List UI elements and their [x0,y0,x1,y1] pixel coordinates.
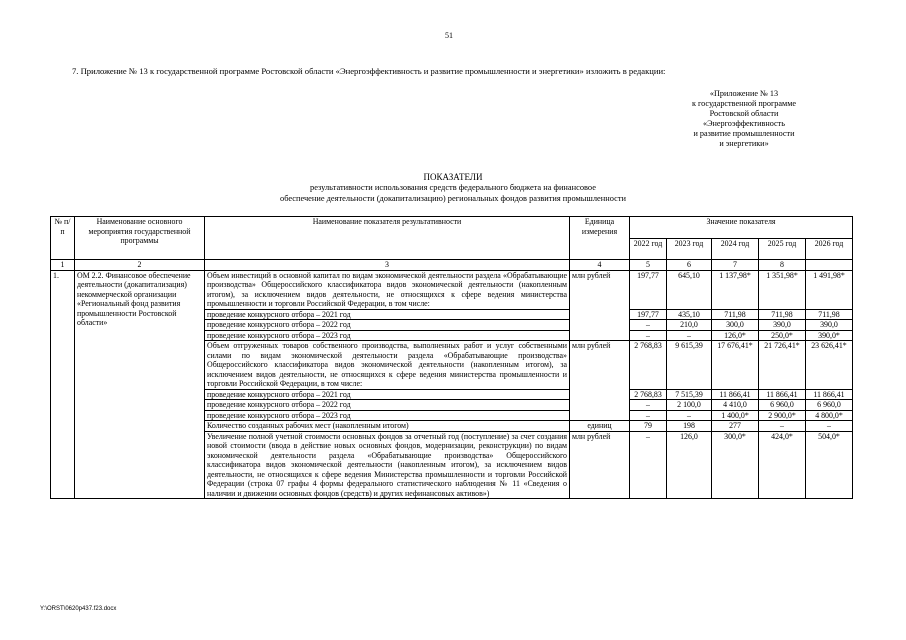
value-cell: – [630,431,667,499]
column-number: 5 [630,260,667,271]
column-number: 1 [51,260,75,271]
appendix-line: и энергетики» [719,139,769,149]
value-cell: – [630,400,667,411]
indicator-name: Объем инвестиций в основной капитал по видам экономической деятельности раздела «Обрабатывающие производства» Общероссийского классификатора видов экономической деятельности (накопленным итогом), за исключением видов деятельности, не относящихся к сфере ведения министерства промышленности и торговли Российской Федерации, в том числе: [205,270,570,309]
header-row [51,217,853,239]
header-measure: Наименование основного мероприятия государственной программы [75,217,205,260]
document-title: ПОКАЗАТЕЛИ [423,172,483,182]
header-num: № п/п [51,217,75,260]
column-number: 3 [205,260,570,271]
header-unit: Единица измерения [570,217,630,260]
indicator-name: Объем отгруженных товаров собственного производства, выполненных работ и услуг собственными силами по видам экономической деятельности раздела «Обрабатывающие производства» Общероссийского классификатора видов экономической деятельности (накопленным итогом), за исключением видов деятельности, не относящихся к сфере ведения министерства промышленности и торговли Российской Федерации, в том числе: [205,341,570,390]
value-cell: 210,0 [667,320,712,331]
value-cell: 1 400,0* [712,410,759,421]
unit-cell: млн рублей [570,431,630,499]
column-number [806,260,853,271]
value-cell: 197,77 [630,309,667,320]
appendix-heading [644,89,844,150]
header-year: 2025 год [759,238,806,260]
value-cell: 390,0* [806,330,853,341]
value-cell: 711,98 [712,309,759,320]
value-cell: 504,0* [806,431,853,499]
value-cell: 4 800,0* [806,410,853,421]
header-indicator: Наименование показателя результативности [205,217,570,260]
value-cell: 300,0 [712,320,759,331]
value-cell: 2 900,0* [759,410,806,421]
value-cell: 17 676,41* [712,341,759,390]
measure-name-part: «Региональный фонд развития промышленности Ростовской области» [77,299,181,327]
indicator-name: проведение конкурсного отбора – 2021 год [205,309,570,320]
value-cell: 711,98 [806,309,853,320]
value-cell: 1 137,98* [712,270,759,309]
value-cell: – [759,421,806,432]
column-number: 6 [667,260,712,271]
value-cell: 645,10 [667,270,712,309]
value-cell: 250,0* [759,330,806,341]
value-cell: 4 410,0 [712,400,759,411]
header-values: Значение показателя [630,217,853,239]
appendix-line: «Приложение № 13 [709,89,779,98]
indicator-name: проведение конкурсного отбора – 2023 год [205,410,570,421]
indicator-name: проведение конкурсного отбора – 2022 год [205,320,570,331]
value-cell: 198 [667,421,712,432]
value-cell: 23 626,41* [806,341,853,390]
document-subtitle: обеспечение деятельности (докапитализацию) региональных фондов развития промышленности [280,194,626,203]
value-cell: 126,0 [667,431,712,499]
value-cell: 11 866,41 [806,389,853,400]
value-cell: 126,0* [712,330,759,341]
value-cell: 277 [712,421,759,432]
value-cell: 390,0 [759,320,806,331]
value-cell: – [630,320,667,331]
value-cell: 435,10 [667,309,712,320]
column-number: 8 [759,260,806,271]
value-cell: 711,98 [759,309,806,320]
indicator-name: проведение конкурсного отбора – 2022 год [205,400,570,411]
document-subtitle: результативности использования средств федерального бюджета на финансовое [310,183,596,192]
value-cell: – [630,410,667,421]
value-cell: 21 726,41* [759,341,806,390]
indicator-name: проведение конкурсного отбора – 2023 год [205,330,570,341]
header-year: 2026 год [806,238,853,260]
indicator-name: Увеличение полной учетной стоимости основных фондов за отчетный год (поступление) за счет создания новой стоимости (ввода в действие новых основных фондов, модернизации, реконструкции) по видам экономической деятельности раздела «Обрабатывающие производства» Общероссийского классификатора видов экономической деятельности (накопленным итогом), за исключением видов деятельности, не относящихся к сфере ведения Министерства промышленности и торговли Российской Федерации (строка 07 графы 4 формы федерального статистического наблюдения № 11 «Сведения о наличии и движении основных фондов (средств) и других нефинансовых активов») [205,431,570,499]
value-cell: 1 351,98* [759,270,806,309]
indicator-name: Количество созданных рабочих мест (накопленным итогом) [205,421,570,432]
value-cell: 424,0* [759,431,806,499]
measure-name-part: ОМ 2.2. Финансовое обеспечение деятельности (докапитализация) некоммерческой организации [77,270,191,299]
unit-cell: млн рублей [570,270,630,341]
value-cell: – [667,410,712,421]
value-cell: 79 [630,421,667,432]
appendix-line: «Энергоэффективность [703,119,785,129]
indicator-name: проведение конкурсного отбора – 2021 год [205,389,570,400]
column-numbers-row [51,260,853,271]
value-cell: – [667,330,712,341]
appendix-line: и развитие промышленности [693,129,795,139]
file-path-footer: Y:\ORST\0620p437.f23.docx [40,606,117,612]
value-cell: – [630,330,667,341]
column-number: 4 [570,260,630,271]
column-number: 7 [712,260,759,271]
value-cell: 2 100,0 [667,400,712,411]
value-cell: 6 960,0 [806,400,853,411]
value-cell: 390,0 [806,320,853,331]
value-cell: 2 768,83 [630,389,667,400]
indicators-table [50,216,853,499]
header-year: 2024 год [712,238,759,260]
header-year: 2023 год [667,238,712,260]
appendix-line: Ростовской области [709,109,779,119]
value-cell: 11 866,41 [712,389,759,400]
value-cell: 6 960,0 [759,400,806,411]
row-number: 1. [51,270,75,499]
table-row [51,270,853,309]
value-cell: 1 491,98* [806,270,853,309]
value-cell: 11 866,41 [759,389,806,400]
value-cell: 9 615,39 [667,341,712,390]
column-number: 2 [75,260,205,271]
intro-paragraph: 7. Приложение № 13 к государственной программе Ростовской области «Энергоэффективность и развитие промышленности и энергетики» изложить в редакции: [72,66,666,76]
appendix-line: к государственной программе [691,99,797,109]
value-cell: 197,77 [630,270,667,309]
measure-name [75,270,205,499]
value-cell: 2 768,83 [630,341,667,390]
unit-cell: млн рублей [570,341,630,421]
value-cell: – [806,421,853,432]
header-year: 2022 год [630,238,667,260]
page-number: 51 [445,31,453,40]
unit-cell: единиц [570,421,630,432]
value-cell: 300,0* [712,431,759,499]
value-cell: 7 515,39 [667,389,712,400]
